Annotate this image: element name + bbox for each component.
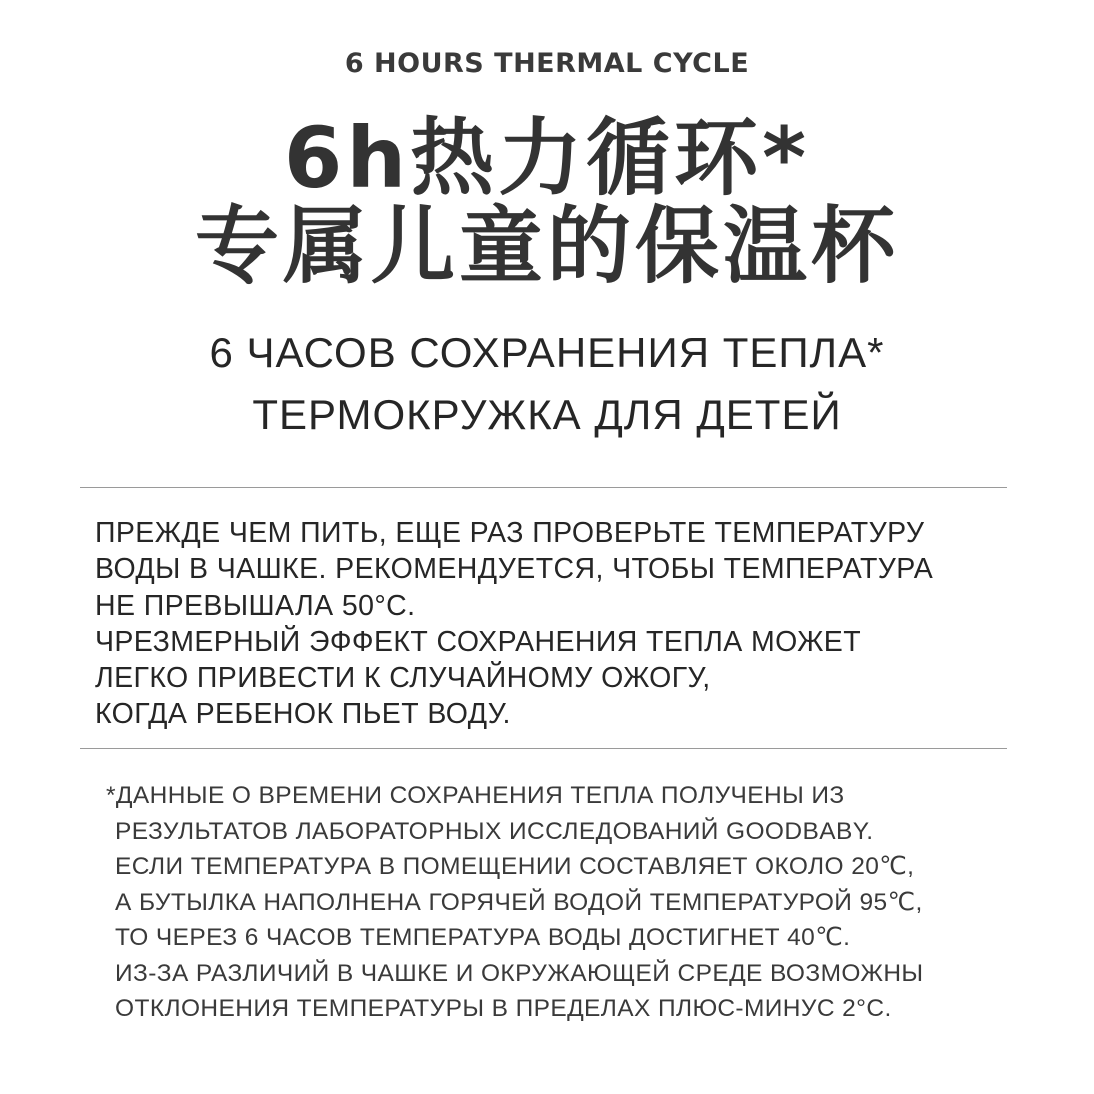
footnote-line: ТО ЧЕРЕЗ 6 ЧАСОВ ТЕМПЕРАТУРА ВОДЫ ДОСТИГНЕТ 40℃. [115,924,851,951]
warning-text-block [95,515,1075,733]
footnote-line: ИЗ-ЗА РАЗЛИЧИЙ В ЧАШКЕ И ОКРУЖАЮЩЕЙ СРЕДЕ ВОЗМОЖНЫ [115,959,924,987]
warning-line: ЧРЕЗМЕРНЫЙ ЭФФЕКТ СОХРАНЕНИЯ ТЕПЛА МОЖЕТ [95,625,862,658]
warning-line: ЛЕГКО ПРИВЕСТИ К СЛУЧАЙНОМУ ОЖОГУ, [95,662,711,695]
eyebrow-heading: 6 HOURS THERMAL CYCLE [344,48,750,79]
chinese-title-line-1: 6h热力循环* [283,109,811,207]
warning-line: КОГДА РЕБЕНОК ПЬЕТ ВОДУ. [95,698,511,731]
footnote-line: РЕЗУЛЬТАТОВ ЛАБОРАТОРНЫХ ИССЛЕДОВАНИЙ GOODBABY. [115,817,874,845]
warning-line: НЕ ПРЕВЫШАЛА 50°С. [95,589,416,622]
warning-line: ВОДЫ В ЧАШКЕ. РЕКОМЕНДУЕТСЯ, ЧТОБЫ ТЕМПЕРАТУРА [95,553,934,586]
top-divider [80,487,1007,488]
footnote-line: ЕСЛИ ТЕМПЕРАТУРА В ПОМЕЩЕНИИ СОСТАВЛЯЕТ ОКОЛО 20℃, [115,853,915,880]
russian-title-line-2: ТЕРМОКРУЖКА ДЛЯ ДЕТЕЙ [252,391,842,438]
footnote-line: ОТКЛОНЕНИЯ ТЕМПЕРАТУРЫ В ПРЕДЕЛАХ ПЛЮС-МИНУС 2°С. [115,995,892,1022]
footnote-text-block [106,778,1086,1027]
bottom-divider [80,748,1007,749]
footnote-line: *ДАННЫЕ О ВРЕМЕНИ СОХРАНЕНИЯ ТЕПЛА ПОЛУЧЕНЫ ИЗ [106,782,845,809]
warning-line: ПРЕЖДЕ ЧЕМ ПИТЬ, ЕЩЕ РАЗ ПРОВЕРЬТЕ ТЕМПЕРАТУРУ [95,517,925,549]
chinese-title-line-2: 专属儿童的保温杯 [194,197,899,295]
footnote-line: А БУТЫЛКА НАПОЛНЕНА ГОРЯЧЕЙ ВОДОЙ ТЕМПЕРАТУРОЙ 95℃, [115,888,923,916]
russian-title-line-1: 6 ЧАСОВ СОХРАНЕНИЯ ТЕПЛА* [209,329,885,376]
